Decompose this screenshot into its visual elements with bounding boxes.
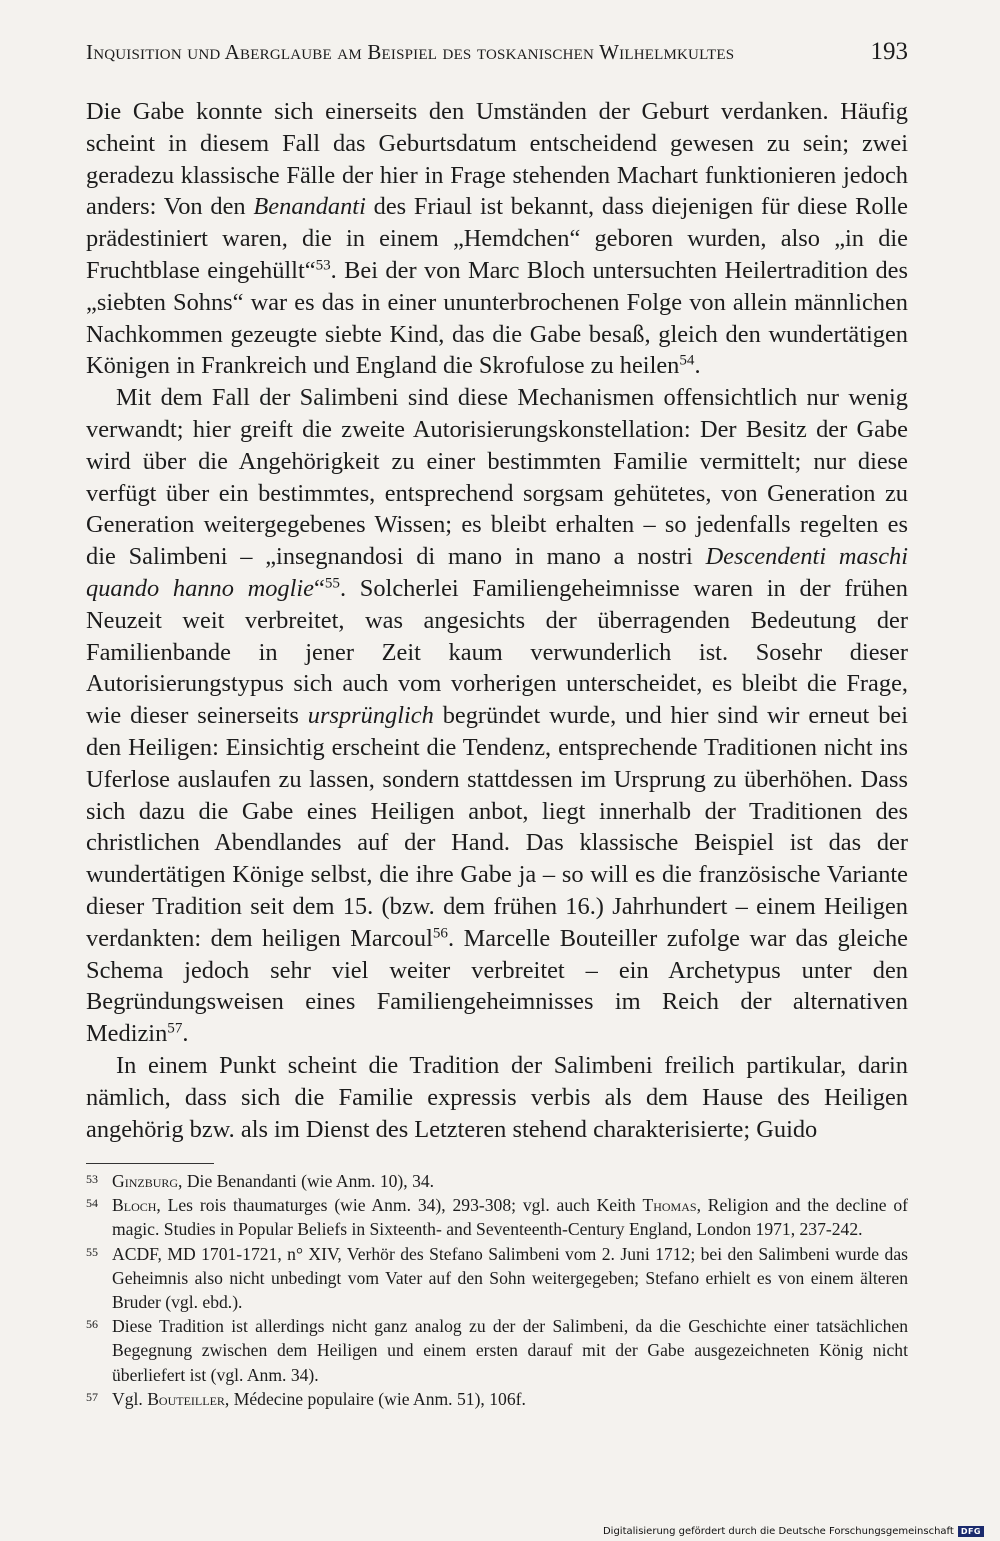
footnotes xyxy=(86,1169,908,1411)
text-run: Vgl. xyxy=(112,1388,148,1409)
footnote-number: 56 xyxy=(86,1317,98,1332)
footnote-text xyxy=(112,1387,908,1411)
footnote-ref-54: 54 xyxy=(679,353,695,370)
footnote-57 xyxy=(86,1387,908,1411)
footnote-54 xyxy=(86,1193,908,1241)
footnote-number: 54 xyxy=(86,1196,98,1211)
main-text xyxy=(86,96,908,1145)
paragraph-1 xyxy=(86,96,908,382)
dfg-logo-icon: DFG xyxy=(958,1526,984,1537)
footnote-55 xyxy=(86,1242,908,1315)
footnote-text xyxy=(112,1169,908,1193)
footnote-ref-56: 56 xyxy=(432,925,448,942)
text-run: . Solcherlei Familiengeheimnisse waren in der frühen Neuzeit weit verbreitet, was angesichts der überragenden Bedeutung der Familienbande in jener Zeit kaum verwunderlich ist. Sosehr dieser Autorisierungstypus sich auch vom vorherigen unterscheidet, es bleibt die Frage, wie dieser seinerseits xyxy=(86,574,908,730)
footnote-ref-55: 55 xyxy=(324,575,340,592)
italic-term: ursprünglich xyxy=(307,702,434,730)
author-name: Ginzburg xyxy=(112,1171,179,1191)
text-run: Mit dem Fall der Salimbeni sind diese Mechanismen offensichtlich nur wenig verwandt; hier greift die zweite Autorisierungskonstellation: Der Besitz der Gabe wird über die Angehörigkeit zu einer bestimmten Familie vermittelt; nur diese verfügt über ein bestimmtes, entsprechend sorgsam gehütetes, von Generation zu Generation weitergegebenes Wissen; es bleibt erhalten – so jedenfalls regelten es die Salimbeni – „insegnandosi di mano in mano a nostri xyxy=(86,384,908,571)
text-run: . Bei der von Marc Bloch untersuchten Heilertradition des „siebten Sohns“ war es das in einer ununterbrochenen Folge von allein männlichen Nachkommen gezeugte siebte Kind, das die Gabe besaß, gleich den wundertätigen Königen in Frankreich und England die Skrofulose zu heilen xyxy=(86,256,908,380)
running-title: Inquisition und Aberglaube am Beispiel des toskanischen Wilhelmkultes xyxy=(86,40,735,64)
italic-quote: Descendenti maschi quando hanno moglie xyxy=(86,543,908,602)
footnote-divider xyxy=(86,1163,214,1164)
footnote-ref-57: 57 xyxy=(167,1020,183,1037)
paragraph-2 xyxy=(86,382,908,1050)
text-run: begründet wurde, und hier sind wir erneut bei den Heiligen: Einsichtig erscheint die Tendenz, entsprechende Traditionen nicht ins Uferlose auslaufen zu lassen, sondern stattdessen im Ursprung zu überhöhen. Dass sich dazu die Gabe eines Heiligen anbot, liegt innerhalb der Traditionen des christlichen Abendlandes auf der Hand. Das klassische Beispiel ist das der wundertätigen Könige selbst, die ihre Gabe ja – so will es die französische Variante dieser Tradition seit dem 15. (bzw. dem frühen 16.) Jahrhundert – einem Heiligen verdankten: dem heiligen Marcoul xyxy=(86,702,908,952)
page-header xyxy=(86,38,908,74)
paragraph-3: In einem Punkt scheint die Tradition der Salimbeni freilich partikular, darin nämlich, dass sich die Familie expressis verbis als dem Hause des Heiligen angehörig bzw. als im Dienst des Letzteren stehend charakterisierte; Guido xyxy=(86,1051,908,1143)
text-run: “ xyxy=(314,574,325,602)
text-run: Die Gabe konnte sich einerseits den Umständen der Geburt verdanken. Häufig scheint in diesem Fall das Geburtsdatum entscheidend gewesen zu sein; zwei geradezu klassische Fälle der hier in Frage stehenden Machart funktionieren jedoch anders: Von den xyxy=(86,98,908,221)
digitization-credit xyxy=(603,1526,984,1537)
author-name: Bloch xyxy=(112,1195,157,1216)
text-run: . Marcelle Bouteiller zufolge war das gleiche Schema jedoch sehr viel weiter verbreitet – ein Archetypus unter den Begründungsweisen eines Familiengeheimnisses im Reich der alternativen Medizin xyxy=(86,924,908,1048)
text-run: des Friaul ist bekannt, dass diejenigen für diese Rolle prädestiniert waren, die in einem „Hemdchen“ geboren wurden, also „in die Fruchtblase eingehüllt“ xyxy=(86,193,908,284)
digitization-note: Digitalisierung gefördert durch die Deutsche Forschungsgemeinschaft xyxy=(602,1526,954,1537)
text-run: . xyxy=(694,352,701,380)
text-run: , Les rois thaumaturges (wie Anm. 34), 293-308; vgl. auch Keith xyxy=(156,1195,643,1216)
footnote-number: 55 xyxy=(86,1244,98,1259)
footnote-number: 53 xyxy=(86,1172,98,1186)
footnote-53 xyxy=(86,1169,908,1193)
text-run: , Religion and the decline of magic. Studies in Popular Beliefs in Sixteenth- and Seventeenth-Century England, London 1971, 237-242. xyxy=(112,1195,908,1240)
page-number: 193 xyxy=(870,38,908,65)
footnote-number: 57 xyxy=(86,1389,98,1404)
footnote-text: ACDF, MD 1701-1721, n° XIV, Verhör des Stefano Salimbeni vom 2. Juni 1712; bei den Salimbeni wurde das Geheimnis also nicht unbedingt vom Vater auf den Sohn weitergegeben; Stefano erhielt es von einem älteren Bruder (vgl. ebd.). xyxy=(112,1243,908,1313)
author-name: Thomas xyxy=(642,1195,697,1216)
footnote-ref-53: 53 xyxy=(315,257,331,274)
text-run: . xyxy=(182,1020,189,1048)
italic-term: Benandanti xyxy=(253,193,366,221)
text-run: , Médecine populaire (wie Anm. 51), 106f. xyxy=(224,1388,526,1409)
footnote-56 xyxy=(86,1314,908,1387)
footnote-text: Diese Tradition ist allerdings nicht ganz analog zu der der Salimbeni, da die Geschichte einer tatsächlichen Begegnung zwischen dem Heiligen und einem ersten darauf mit der Gabe ausgezeichneten König nicht überliefert ist (vgl. Anm. 34). xyxy=(112,1316,908,1385)
text-run: , Die Benandanti (wie Anm. 10), 34. xyxy=(178,1171,435,1191)
footnote-text xyxy=(112,1193,908,1241)
author-name: Bouteiller xyxy=(147,1388,225,1409)
